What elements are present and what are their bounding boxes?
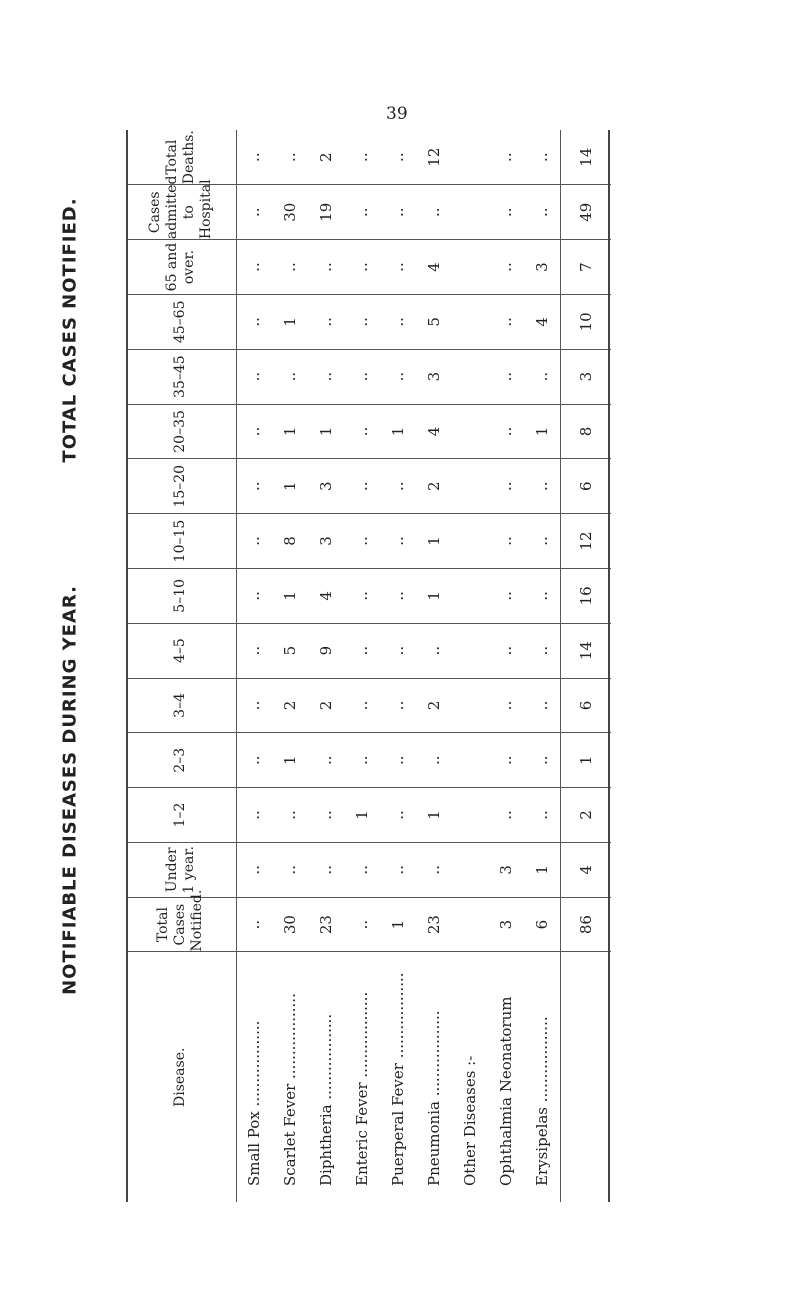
table-cell: ..	[236, 623, 272, 678]
table-cell: ..	[236, 130, 272, 185]
column-header: 4–5	[126, 623, 236, 678]
table-cell: ..	[344, 842, 380, 897]
table-cell	[452, 623, 488, 678]
table-cell: ..	[380, 733, 416, 788]
totals-label	[560, 952, 611, 1202]
table-cell	[452, 568, 488, 623]
table-cell: ..	[236, 240, 272, 295]
total-cell: 86	[560, 897, 611, 952]
column-header: Total Cases Notified.	[126, 897, 236, 952]
diseases-table	[126, 130, 611, 1202]
table-cell: ..	[272, 788, 308, 843]
table-cell: 23	[416, 897, 452, 952]
table-cell: ..	[272, 240, 308, 295]
table-cell: 4	[524, 294, 560, 349]
table-cell: ..	[344, 130, 380, 185]
total-cell: 2	[560, 788, 611, 843]
table-cell: ..	[524, 788, 560, 843]
table-cell	[452, 788, 488, 843]
table-cell: ..	[344, 294, 380, 349]
total-cell: 6	[560, 678, 611, 733]
table-cell: 3	[416, 349, 452, 404]
table-cell: 19	[308, 185, 344, 240]
notifiable-diseases-table	[126, 130, 610, 1202]
table-cell: ..	[524, 459, 560, 514]
table-row	[452, 130, 488, 1202]
table-cell: ..	[236, 294, 272, 349]
table-row	[308, 130, 344, 1202]
page-number: 39	[386, 104, 408, 124]
table-cell: ..	[308, 240, 344, 295]
disease-name: Ophthalmia Neonatorum	[497, 996, 515, 1186]
table-cell: ..	[488, 185, 524, 240]
table-cell: 1	[308, 404, 344, 459]
table-cell: ..	[344, 404, 380, 459]
table-cell: ..	[524, 733, 560, 788]
column-header: 2–3	[126, 733, 236, 788]
table-row	[380, 130, 416, 1202]
total-cell: 10	[560, 294, 611, 349]
table-cell	[452, 130, 488, 185]
disease-name: Small Pox ..................	[245, 1020, 264, 1186]
table-cell: 2	[308, 678, 344, 733]
table-cell: 1	[524, 404, 560, 459]
table-cell: 1	[380, 897, 416, 952]
table-cell: 4	[416, 240, 452, 295]
table-cell: ..	[308, 733, 344, 788]
table-cell: ..	[524, 623, 560, 678]
table-cell: ..	[488, 240, 524, 295]
table-cell: ..	[524, 678, 560, 733]
table-cell: ..	[308, 294, 344, 349]
total-cell: 1	[560, 733, 611, 788]
table-cell: ..	[524, 185, 560, 240]
table-cell: ..	[380, 240, 416, 295]
table-cell: ..	[524, 349, 560, 404]
table-cell	[452, 185, 488, 240]
total-cell: 3	[560, 349, 611, 404]
table-row	[272, 130, 308, 1202]
table-cell	[452, 678, 488, 733]
table-cell: ..	[344, 897, 380, 952]
table-cell	[452, 349, 488, 404]
table-cell: ..	[416, 842, 452, 897]
table-cell: ..	[236, 568, 272, 623]
table-cell: ..	[488, 130, 524, 185]
column-header: 45–65	[126, 294, 236, 349]
table-cell: 3	[308, 514, 344, 569]
table-cell: ..	[344, 678, 380, 733]
table-cell: 12	[416, 130, 452, 185]
table-cell: ..	[236, 459, 272, 514]
table-cell: 3	[308, 459, 344, 514]
table-cell: ..	[380, 568, 416, 623]
table-row	[416, 130, 452, 1202]
total-cell: 16	[560, 568, 611, 623]
column-header: 1–2	[126, 788, 236, 843]
table-cell: ..	[236, 897, 272, 952]
table-cell: ..	[380, 678, 416, 733]
table-cell: 3	[488, 842, 524, 897]
table-cell: ..	[380, 130, 416, 185]
disease-name: Enteric Fever ..................	[353, 991, 371, 1186]
table-cell: ..	[344, 459, 380, 514]
table-cell: ..	[524, 568, 560, 623]
table-cell: ..	[488, 733, 524, 788]
table-cell: ..	[488, 349, 524, 404]
table-cell: 1	[272, 404, 308, 459]
table-cell: ..	[416, 623, 452, 678]
column-header: 15–20	[126, 459, 236, 514]
table-cell: 30	[272, 185, 308, 240]
table-cell: ..	[308, 788, 344, 843]
table-cell: ..	[416, 185, 452, 240]
table-cell: ..	[344, 349, 380, 404]
column-header: Cases admitted to Hospital	[126, 185, 236, 240]
table-cell: 8	[272, 514, 308, 569]
table-row	[236, 130, 272, 1202]
table-cell: 1	[344, 788, 380, 843]
total-cell: 7	[560, 240, 611, 295]
table-cell: 5	[272, 623, 308, 678]
column-header: 5–10	[126, 568, 236, 623]
column-header: 20–35	[126, 404, 236, 459]
table-cell: ..	[236, 678, 272, 733]
disease-name: Erysipelas ..................	[532, 1016, 551, 1186]
table-cell: ..	[236, 514, 272, 569]
table-cell: ..	[272, 842, 308, 897]
total-cell: 14	[560, 130, 611, 185]
table-cell: 1	[416, 568, 452, 623]
table-cell: ..	[380, 349, 416, 404]
table-row	[344, 130, 380, 1202]
table-cell: ..	[308, 349, 344, 404]
table-cell	[452, 240, 488, 295]
table-cell: ..	[380, 185, 416, 240]
table-cell: ..	[488, 404, 524, 459]
table-cell: 6	[524, 897, 560, 952]
table-cell: ..	[344, 623, 380, 678]
table-cell: ..	[416, 733, 452, 788]
table-cell	[452, 514, 488, 569]
table-cell: 3	[524, 240, 560, 295]
column-header: 35–45	[126, 349, 236, 404]
table-cell: 1	[272, 733, 308, 788]
table-cell: ..	[380, 514, 416, 569]
table-cell: ..	[308, 842, 344, 897]
column-header: 65 and over.	[126, 240, 236, 295]
table-cell: 1	[416, 514, 452, 569]
table-cell: ..	[488, 568, 524, 623]
table-cell: 1	[380, 404, 416, 459]
table-cell: ..	[524, 514, 560, 569]
table-cell: ..	[344, 568, 380, 623]
column-header: 3–4	[126, 678, 236, 733]
header-row	[126, 130, 236, 1202]
column-header: 10–15	[126, 514, 236, 569]
table-cell: 2	[308, 130, 344, 185]
table-cell	[452, 733, 488, 788]
table-cell: 30	[272, 897, 308, 952]
table-cell: ..	[380, 459, 416, 514]
total-cell: 6	[560, 459, 611, 514]
table-cell: ..	[236, 349, 272, 404]
table-cell: ..	[236, 842, 272, 897]
table-cell: 2	[416, 678, 452, 733]
table-cell: ..	[344, 185, 380, 240]
disease-name: Scarlet Fever ..................	[281, 993, 299, 1186]
table-cell: ..	[488, 294, 524, 349]
table-cell: ..	[380, 623, 416, 678]
disease-name: Puerperal Fever ..................	[389, 972, 407, 1186]
disease-name: Other Diseases :-	[461, 1055, 479, 1186]
column-header: Under 1 year.	[126, 842, 236, 897]
table-cell: ..	[488, 514, 524, 569]
table-cell: ..	[344, 514, 380, 569]
table-cell: ..	[236, 404, 272, 459]
table-cell: ..	[380, 842, 416, 897]
table-cell: ..	[272, 349, 308, 404]
table-cell	[452, 897, 488, 952]
table-cell: 1	[416, 788, 452, 843]
table-cell: 5	[416, 294, 452, 349]
disease-name: Pneumonia ..................	[425, 1010, 443, 1186]
total-cell: 12	[560, 514, 611, 569]
table-cell: ..	[236, 733, 272, 788]
table-cell: ..	[488, 459, 524, 514]
disease-name: Diphtheria ..................	[317, 1013, 335, 1186]
total-cell: 8	[560, 404, 611, 459]
table-cell: 2	[272, 678, 308, 733]
table-cell: ..	[344, 733, 380, 788]
table-cell: 4	[416, 404, 452, 459]
total-cell: 14	[560, 623, 611, 678]
table-cell: ..	[236, 185, 272, 240]
table-cell: ..	[524, 130, 560, 185]
table-cell: 1	[524, 842, 560, 897]
table-cell: 2	[416, 459, 452, 514]
table-cell: 1	[272, 294, 308, 349]
table-row	[488, 130, 524, 1202]
totals-row	[560, 130, 611, 1202]
table-cell	[452, 842, 488, 897]
table-cell: 1	[272, 568, 308, 623]
column-header: Total Deaths.	[126, 130, 236, 185]
column-header-disease: Disease.	[126, 952, 236, 1202]
table-cell: ..	[272, 130, 308, 185]
table-cell: 23	[308, 897, 344, 952]
table-cell: 1	[272, 459, 308, 514]
table-cell: 3	[488, 897, 524, 952]
total-cell: 49	[560, 185, 611, 240]
table-cell: ..	[380, 294, 416, 349]
table-cell	[452, 459, 488, 514]
table-cell: ..	[380, 788, 416, 843]
table-cell: 4	[308, 568, 344, 623]
table-cell: 9	[308, 623, 344, 678]
total-cell: 4	[560, 842, 611, 897]
table-cell: ..	[488, 678, 524, 733]
table-cell: ..	[488, 788, 524, 843]
table-cell: ..	[488, 623, 524, 678]
table-cell: ..	[236, 788, 272, 843]
table-cell	[452, 404, 488, 459]
table-cell	[452, 294, 488, 349]
table-row	[524, 130, 560, 1202]
table-cell: ..	[344, 240, 380, 295]
